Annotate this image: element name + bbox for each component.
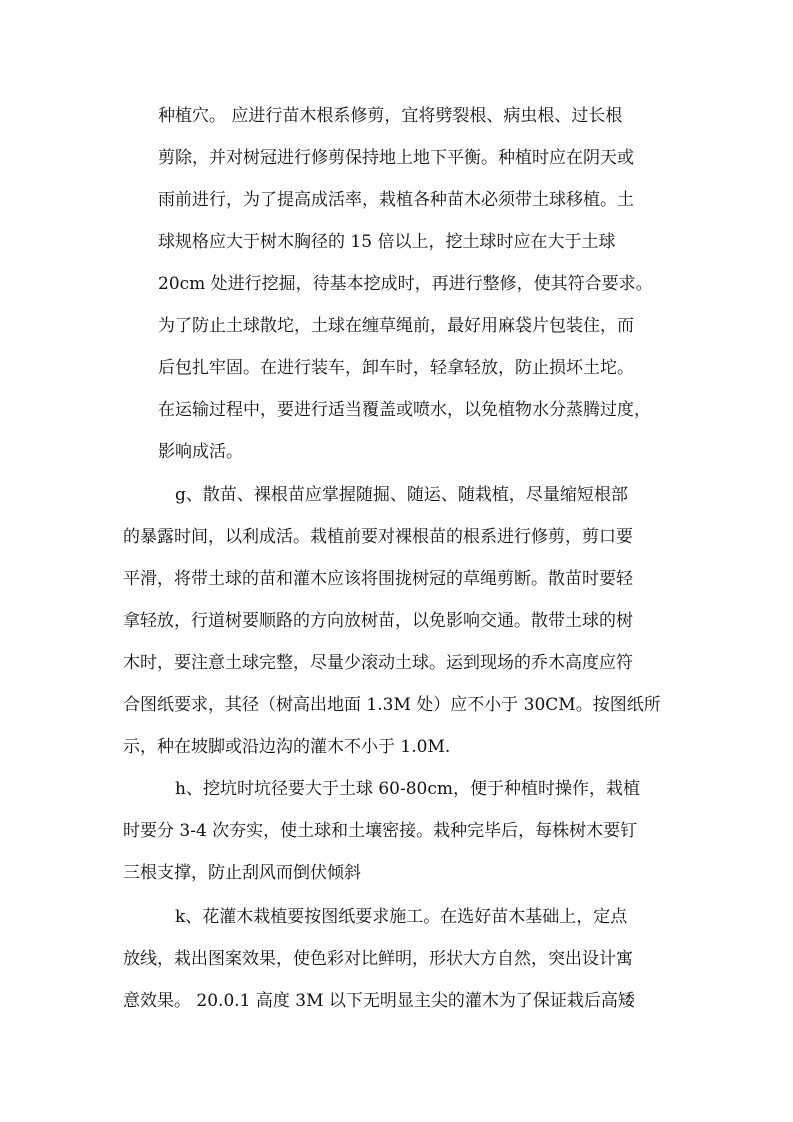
text-line: 平滑，将带土球的苗和灌木应该将围拢树冠的草绳剪断。散苗时要轻 bbox=[123, 569, 633, 589]
text-line: 时要分 3-4 次夯实，使土球和土壤密接。栽种完毕后，每株树木要钉 bbox=[123, 821, 638, 841]
text-line: 种植穴。 应进行苗木根系修剪，宜将劈裂根、病虫根、过长根 bbox=[158, 106, 623, 126]
text-line: 木时，要注意土球完整，尽量少滚动土球。运到现场的乔木高度应符 bbox=[123, 653, 633, 673]
text-line: 为了防止土球散坨，土球在缠草绳前，最好用麻袋片包装住，而 bbox=[158, 316, 634, 336]
text-line: 影响成活。 bbox=[158, 442, 243, 462]
text-line: 在运输过程中，要进行适当覆盖或喷水，以免植物水分蒸腾过度， bbox=[158, 400, 651, 420]
text-line: 示，种在坡脚或沿边沟的灌木不小于 1.0M. bbox=[123, 737, 451, 757]
text-line: 拿轻放，行道树要顺路的方向放树苗，以免影响交通。散带土球的树 bbox=[123, 611, 633, 631]
text-line: 球规格应大于树木胸径的 15 倍以上，挖土球时应在大于土球 bbox=[158, 232, 616, 252]
text-line: 剪除，并对树冠进行修剪保持地上地下平衡。种植时应在阴天或 bbox=[158, 148, 634, 168]
text-line: 20cm 处进行挖掘，待基本挖成时，再进行整修，使其符合要求。 bbox=[158, 274, 653, 294]
text-line: 雨前进行，为了提高成活率，栽植各种苗木必须带土球移植。土 bbox=[158, 190, 634, 210]
text-line: 三根支撑，防止刮风而倒伏倾斜 bbox=[123, 863, 361, 883]
text-line: g、散苗、裸根苗应掌握随掘、随运、随栽植，尽量缩短根部 bbox=[175, 485, 628, 505]
text-line: 的暴露时间，以利成活。栽植前要对裸根苗的根系进行修剪，剪口要 bbox=[123, 527, 633, 547]
text-line: 合图纸要求，其径（树高出地面 1.3M 处）应不小于 30CM。按图纸所 bbox=[123, 695, 661, 715]
text-line: 放线，栽出图案效果，使色彩对比鲜明，形状大方自然，突出设计寓 bbox=[123, 949, 633, 969]
text-line: 后包扎牢固。在进行装车，卸车时，轻拿轻放，防止损坏土坨。 bbox=[158, 358, 634, 378]
text-line: 意效果。 20.0.1 高度 3M 以下无明显主尖的灌木为了保证栽后高矮 bbox=[123, 991, 635, 1011]
text-line: k、花灌木栽植要按图纸要求施工。在选好苗木基础上，定点 bbox=[175, 907, 628, 927]
text-line: h、挖坑时坑径要大于土球 60-80cm，便于种植时操作，栽植 bbox=[175, 779, 641, 799]
